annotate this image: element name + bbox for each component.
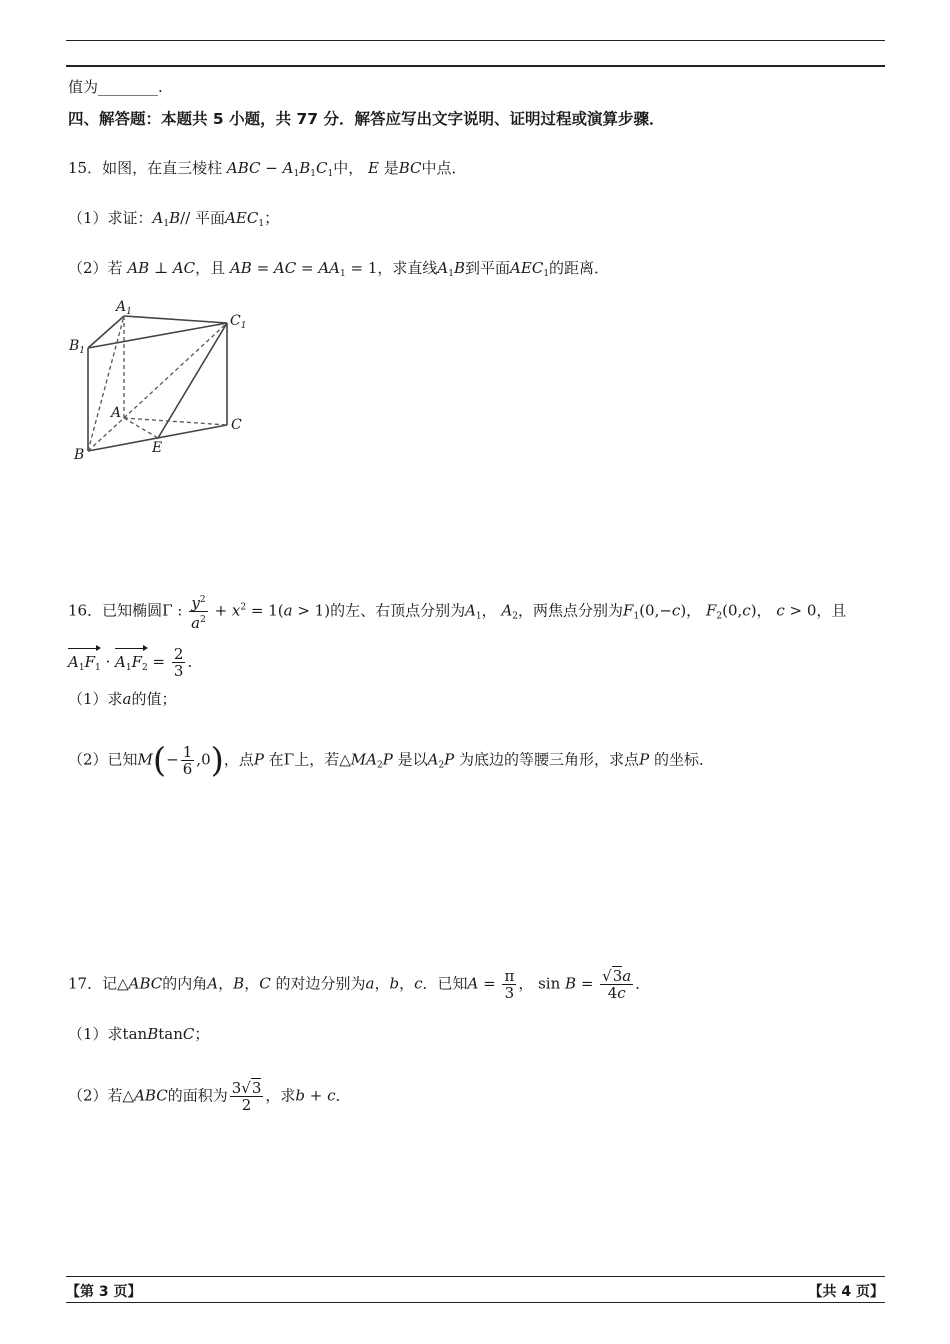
q16-part2-a: ，点 (223, 750, 254, 769)
answer-tail-text: 值为________. (68, 78, 163, 96)
q16-number: 16． (68, 601, 103, 620)
q17-part2-mid: 的面积为 (167, 1086, 228, 1105)
q15-stem-c: 是 (383, 159, 399, 177)
q17-part2-tail: ，求 (265, 1086, 296, 1105)
footer-rule-top (66, 1276, 885, 1277)
hidden-segment-b-a1 (88, 316, 124, 451)
q17-stem-c: 的对边分别为 (275, 974, 366, 993)
hidden-segment-a-e (124, 418, 158, 438)
q16-stem-a: 已知椭圆 (102, 601, 163, 620)
label-b: B (74, 447, 85, 463)
q15-prism-figure (66, 296, 256, 468)
q15-stem-b: 中， (333, 159, 364, 177)
q15-part2-tail-b: 到平面 (465, 259, 511, 277)
q17-a-frac: $\frac{\pi}{3}$ (504, 967, 515, 1002)
section-heading: 四、解答题：本题共 5 小题，共 77 分．解答应写出文字说明、证明过程或演算步骤． (68, 110, 665, 128)
q17-part2-prefix: （2）若 (68, 1086, 123, 1105)
q17-stem-d: ．已知 (422, 974, 468, 993)
label-c1: $C_1$ (230, 313, 247, 331)
q17-stem: 17．记△ABC的内角A，B，C 的对边分别为a，b，c．已知A = $\frac{\pi}{3}$ ， sin B = $\frac{√3a}{4c}$ ． (68, 967, 651, 1002)
footer-page-number: 【第 3 页】 (66, 1284, 142, 1300)
label-a: A (111, 405, 122, 421)
q15-part1-mid: 平面 (195, 209, 226, 227)
q15-number: 15． (68, 159, 103, 177)
edge-b1-c1 (88, 323, 227, 348)
footer-total-pages: 【共 4 页】 (808, 1284, 884, 1300)
q17-stem-a: 记 (102, 974, 118, 993)
label-b1: $B_1$ (69, 338, 86, 356)
q15-part1: （1）求证：$A_1B//$ 平面$AEC_1$； (68, 209, 280, 229)
q16-stem-d: ，且 (816, 601, 847, 620)
q15-stem: 15．如图，在直三棱柱 ABC − $A_1B_1C_1$中， E 是BC中点． (68, 159, 467, 179)
q17-sinb-frac: $\frac{√3a}{4c}$ (602, 967, 632, 1002)
q16-part2-c: 上，若 (294, 750, 340, 769)
q15-prism-name: ABC (226, 159, 261, 177)
hidden-edge-a-c (124, 418, 227, 425)
q16-part2-b: 在 (268, 750, 284, 769)
q15-part1-prefix: （1）求证： (68, 209, 153, 227)
q15-part2-mid: ，且 (195, 259, 226, 277)
q16-stem-b: 的左、右顶点分别为 (330, 601, 466, 620)
q17-stem-b: 的内角 (162, 974, 208, 993)
q16-part1-prefix: （1）求 (68, 690, 123, 708)
q17-area-frac: $\frac{3√3}{2}$ (231, 1079, 262, 1114)
q15-part2-tail-c: 的距离． (549, 259, 610, 277)
q16-part2-prefix: （2）已知 (68, 750, 138, 769)
q16-part2-f: 的坐标． (653, 750, 714, 769)
hidden-segment-a-c1 (124, 323, 227, 418)
q16-dot-frac: $\frac{2}{3}$ (173, 645, 184, 680)
q17-part1: （1）求tanBtanC； (68, 1025, 210, 1043)
q15-stem-a: 如图，在直三棱柱 (102, 159, 223, 177)
q17-number: 17． (68, 974, 103, 993)
label-e: E (152, 440, 163, 456)
edge-a1-c1 (124, 316, 227, 323)
q15-stem-d: 中点． (421, 159, 467, 177)
answer-tail (68, 77, 163, 97)
q15-part2-prefix: （2）若 (68, 259, 123, 277)
q17-part1-prefix: （1）求 (68, 1025, 123, 1043)
q16-part2-e: 为底边的等腰三角形，求点 (459, 750, 640, 769)
q15-part2-tail-a: ，求直线 (377, 259, 438, 277)
header-rule-top (66, 40, 885, 41)
q16-stem: 16．已知椭圆Γ : $\frac{y^2}{a^2}$ + $x^2 = 1(a > 1)$的左、右顶点分别为$A_1$， $A_2$，两焦点分别为$F_1(0,-c)$， $F_2(0,c)$， c > 0，且 (68, 594, 847, 632)
q16-ellipse-frac: $\frac{y^2}{a^2}$ (191, 594, 206, 632)
q16-part2: （2）已知M(− $\frac{1}{6}$ ,0)，点P 在Γ上，若$\triangle MA_2P$ 是以$A_2P$ 为底边的等腰三角形，求点P 的坐标． (68, 740, 714, 781)
q16-m-frac: $\frac{1}{6}$ (182, 743, 193, 778)
q15-part2: （2）若 AB ⊥ AC，且 AB = AC = $AA_1 = 1$，求直线$A_1B$到平面$AEC_1$的距离． (68, 259, 610, 279)
q16-part1: （1）求a的值； (68, 690, 177, 708)
q16-condition: $A_1F_1 \cdot A_1F_2$ = $\frac{2}{3}$ ． (68, 645, 203, 680)
label-a1: $A_1$ (116, 299, 132, 317)
header-rule-bottom (66, 65, 885, 67)
q16-stem-c: ，两焦点分别为 (518, 601, 624, 620)
q17-part2: （2）若△ABC的面积为 $\frac{3√3}{2}$ ，求b + c． (68, 1079, 351, 1114)
label-c: C (231, 417, 242, 433)
q16-part2-d: 是以 (397, 750, 428, 769)
q16-part1-tail: 的值； (131, 690, 177, 708)
footer-rule-bottom (66, 1302, 885, 1303)
